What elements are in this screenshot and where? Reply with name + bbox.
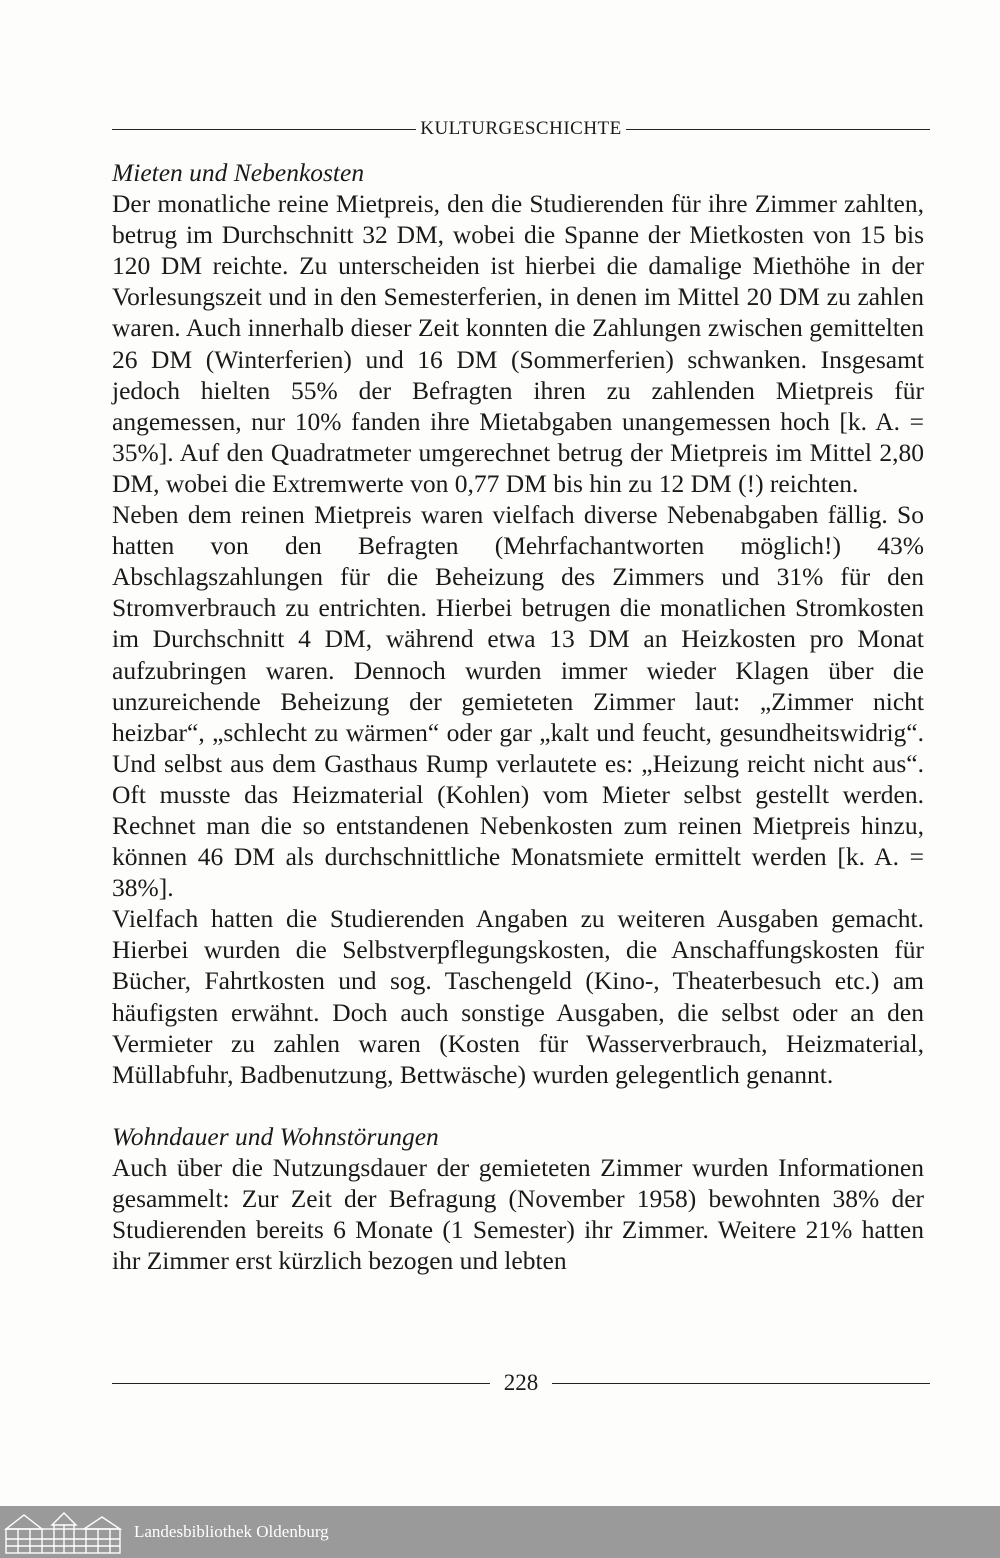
library-name: Landesbibliothek Oldenburg [134,1522,329,1541]
library-building-icon [2,1509,122,1555]
paragraph: Auch über die Nutzungsdauer der gemieteten Zimmer wurden Informationen gesammelt: Zur Zeit der Befragung (November 1958) bewohnten 38% der Studierenden bereits 6 Monate (1 Semester) ihr Zimmer. Weitere 21% hatten ihr Zimmer erst kürzlich bezogen und lebten [112,1152,924,1276]
page-number: 228 [503,1370,539,1395]
header-rule-left [112,129,416,130]
section-heading-duration: Wohndauer und Wohnstörungen [112,1121,439,1151]
running-title: KULTURGESCHICHTE [420,118,622,139]
section-spacer [112,1090,924,1121]
footer-rule-left [112,1383,490,1384]
paragraph: Neben dem reinen Mietpreis waren vielfach diverse Nebenabgaben fällig. So hatten von den Befragten (Mehrfachantworten möglich!) 43% Abschlagszahlungen für die Beheizung des Zimmers und 31% für den Stromverbrauch zu entrichten. Hierbei betrugen die monatlichen Stromkosten im Durchschnitt 4 DM, während etwa 13 DM an Heizkosten pro Monat aufzubringen waren. Dennoch wurden immer wieder Klagen über die unzureichende Beheizung der gemieteten Zimmer laut: „Zimmer nicht heizbar“, „schlecht zu wärmen“ oder gar „kalt und feucht, gesundheitswidrig“. Und selbst aus dem Gasthaus Rump verlautete es: „Heizung reicht nicht aus“. Oft musste das Heizmaterial (Kohlen) vom Mieter selbst gestellt werden. Rechnet man die so entstandenen Nebenkosten zum reinen Mietpreis hinzu, können 46 DM als durchschnittliche Monatsmiete ermittelt werden [k. A. = 38%]. [112,500,924,903]
section-heading-rent: Mieten und Nebenkosten [112,158,365,187]
header-rule-right [626,129,930,130]
library-banner [0,1506,1000,1558]
page-footer [112,1366,930,1400]
footer-rule-right [552,1383,930,1384]
paragraph: Vielfach hatten die Studierenden Angaben zu weiteren Ausgaben gemacht. Hierbei wurden die Selbstverpflegungskosten, die Anschaffungskosten für Bücher, Fahrtkosten und sog. Taschengeld (Kino-, Theaterbesuch etc.) am häufigsten erwähnt. Doch auch sonstige Ausgaben, die selbst oder an den Vermieter zu zahlen waren (Kosten für Wasserverbrauch, Heizmaterial, Müllabfuhr, Badbenutzung, Bettwäsche) wurden gelegentlich genannt. [112,904,924,1089]
paragraph: Der monatliche reine Mietpreis, den die Studierenden für ihre Zimmer zahlten, betrug im Durchschnitt 32 DM, wobei die Spanne der Mietkosten von 15 bis 120 DM reichte. Zu unterscheiden ist hierbei die damalige Miethöhe in der Vorlesungszeit und in den Semesterferien, in denen im Mittel 20 DM zu zahlen waren. Auch innerhalb dieser Zeit konnten die Zahlungen zwischen gemittelten 26 DM (Winterferien) und 16 DM (Sommerferien) schwanken. Insgesamt jedoch hielten 55% der Befragten ihren zu zahlenden Mietpreis für angemessen, nur 10% fanden ihre Mietabgaben unangemessen hoch [k. A. = 35%]. Auf den Quadratmeter umgerechnet betrug der Mietpreis im Mittel 2,80 DM, wobei die Extremwerte von 0,77 DM bis hin zu 12 DM (!) reichten. [112,189,924,498]
page-body [112,157,924,1276]
running-header [112,114,930,144]
